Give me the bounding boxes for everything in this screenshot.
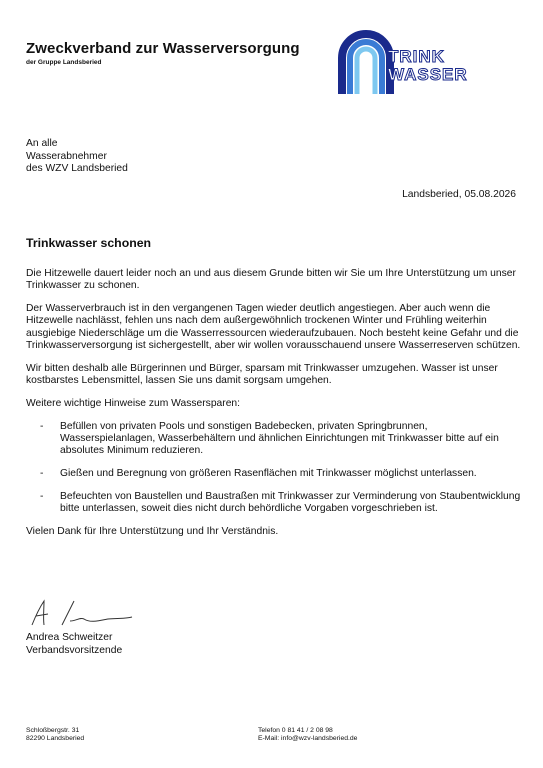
letter-date: Landsberied, 05.08.2026 bbox=[402, 189, 516, 200]
footer-city: 82290 Landsberied bbox=[26, 735, 85, 742]
organization-subtitle: der Gruppe Landsberied bbox=[26, 59, 102, 66]
signer-role: Verbandsvorsitzende bbox=[26, 644, 123, 656]
handwritten-signature bbox=[28, 597, 148, 629]
logo-text-wasser: WASSER bbox=[388, 65, 468, 84]
closing-line: Vielen Dank für Ihre Unterstützung und Ihr Verständnis. bbox=[26, 525, 279, 537]
body-paragraph: Die Hitzewelle dauert leider noch an und aus diesem Grunde bitten wir Sie um Ihre Unterstützung um unser Trinkwasser zu schonen. bbox=[26, 268, 516, 292]
signer-block bbox=[26, 632, 122, 657]
water-saving-list bbox=[26, 421, 522, 516]
list-bullet-dash: - bbox=[40, 468, 44, 480]
footer-email: E-Mail: info@wzv-landsberied.de bbox=[258, 735, 358, 742]
footer-street: Schloßbergstr. 31 bbox=[26, 727, 80, 734]
organization-name: Zweckverband zur Wasserversorgung bbox=[26, 40, 300, 57]
footer-contact bbox=[258, 727, 357, 743]
recipient-line: des WZV Landsberied bbox=[26, 163, 128, 174]
letter-subject: Trinkwasser schonen bbox=[26, 236, 152, 250]
list-bullet-dash: - bbox=[40, 490, 44, 502]
body-paragraph: Der Wasserverbrauch ist in den vergangenen Tagen wieder deutlich angestiegen. Aber auch wenn die Hitzewelle nachlässt, fehlen uns nach dem außergewöhnlich trockenen Winter und Frühling weiterhin ausgiebige Niederschläge um die Wasserressourcen wiederaufzubauen. Noch besteht keine Gefahr und die Trinkwasserversorgung ist sichergestellt, aber wir wollen vorausschauend unsere Wasserreserven schützen. bbox=[26, 303, 521, 351]
list-item bbox=[26, 491, 522, 516]
list-item bbox=[26, 421, 522, 458]
list-item bbox=[26, 468, 522, 480]
list-bullet-dash: - bbox=[40, 420, 44, 432]
body-paragraph: Wir bitten deshalb alle Bürgerinnen und Bürger, sparsam mit Trinkwasser umzugehen. Wasser ist unser kostbarstes Lebensmittel, lassen Sie uns damit sorgsam umgehen. bbox=[26, 362, 498, 387]
recipient-line: Wasserabnehmer bbox=[26, 150, 107, 162]
list-item-text: Gießen und Beregnung von größeren Rasenflächen mit Trinkwasser möglichst unterlassen. bbox=[60, 468, 477, 480]
recipient-address bbox=[26, 138, 128, 176]
list-item-text: Befüllen von privaten Pools und sonstigen Badebecken, privaten Springbrunnen, Wasserspielanlagen, Wasserbehältern und ähnlichen Einrichtungen mit Trinkwasser bitte auf ein absolutes Minimum reduzieren. bbox=[60, 420, 499, 457]
recipient-line: An alle bbox=[26, 138, 58, 149]
signer-name: Andrea Schweitzer bbox=[26, 632, 113, 643]
letter-body bbox=[26, 268, 522, 549]
logo-text-trink: TRINK bbox=[388, 47, 445, 66]
footer-phone: Telefon 0 81 41 / 2 08 98 bbox=[258, 727, 333, 734]
footer-address bbox=[26, 727, 84, 743]
list-item-text: Befeuchten von Baustellen und Baustraßen mit Trinkwasser zur Verminderung von Staubentwicklung bitte unterlassen, soweit dies nicht durch behördliche Vorgaben vorgeschrieben ist. bbox=[60, 490, 521, 515]
body-paragraph: Weitere wichtige Hinweise zum Wassersparen: bbox=[26, 397, 241, 409]
